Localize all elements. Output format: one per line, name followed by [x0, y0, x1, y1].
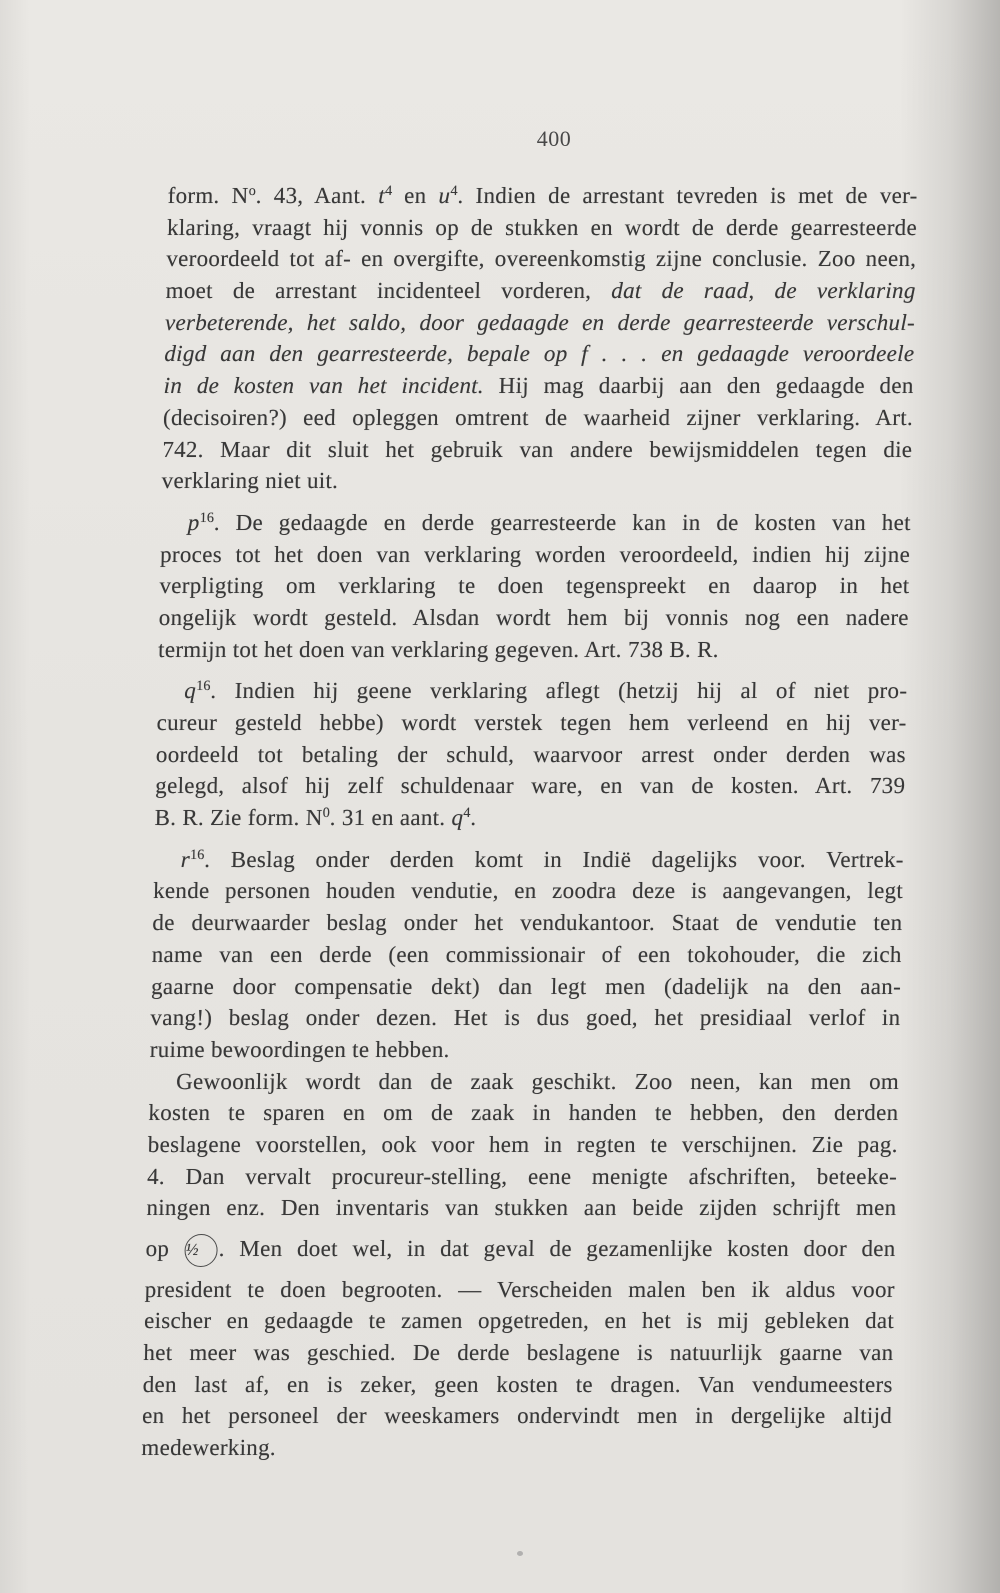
italic-run: q: [184, 678, 197, 704]
text-line: ningen enz. Den inventaris van stukken aan beide zijden schrijft men: [146, 1195, 897, 1221]
text-line: medewerking.: [141, 1434, 277, 1460]
text-line: 742. Maar dit sluit het gebruik van andere bewijsmiddelen tegen die: [162, 436, 913, 462]
text-line: vang!) beslag onder dezen. Het is dus goed, het presidiaal verlof in: [150, 1005, 901, 1031]
italic-run: r: [180, 846, 191, 872]
text-line: eischer en gedaagde te zamen opgetreden, en het is mij gebleken dat: [143, 1308, 895, 1334]
circled-mark: ½: [184, 1234, 218, 1267]
paragraph: [141, 1066, 899, 1464]
superscript: o: [248, 183, 256, 200]
text-line: [153, 844, 904, 876]
text-line: verpligting om verklaring te doen tegenspreekt en daarop in het: [159, 573, 910, 599]
paper-speck: [517, 1551, 523, 1556]
text-line: termijn tot het doen van verklaring gegeven. Art. 738 B. R.: [157, 636, 720, 662]
text-line: [145, 1224, 896, 1274]
page-number: 400: [536, 126, 572, 151]
superscript: 4: [384, 183, 393, 200]
text-run: en: [391, 183, 439, 208]
text-line: gaarne door compensatie dekt) dan legt men (dadelijk na den aan-: [150, 973, 902, 999]
text-line: ruime bewoordingen te hebben.: [149, 1036, 451, 1062]
italic-run: dat de raad, de verklaring: [611, 278, 916, 304]
text-line: het meer was geschied. De derde beslagene is natuurlijk gaarne van: [143, 1339, 894, 1365]
superscript: 16: [199, 510, 215, 527]
text-run: moet de arrestant incidenteel vorderen,: [165, 278, 612, 304]
text-line: oordeeld tot betaling der schuld, waarvoor arrest onder derden was: [155, 741, 907, 767]
superscript: 0: [322, 805, 331, 822]
superscript: 16: [196, 678, 211, 695]
text-line: kosten te sparen en om de zaak in handen te hebben, den derden: [148, 1100, 899, 1126]
text-run: . Men doet wel, in dat geval de gezamenlijke kosten door den: [218, 1236, 896, 1261]
text-line: [154, 802, 905, 834]
text-line: [167, 180, 918, 212]
italic-run: q: [451, 805, 464, 831]
text-line: Gewoonlijk wordt dan de zaak geschikt. Zoo neen, kan men om: [175, 1068, 900, 1094]
text-run: .: [470, 805, 477, 831]
superscript: 16: [189, 846, 205, 863]
text-line: (decisoiren?) eed opleggen omtrent de waarheid zijner verklaring. Art.: [162, 404, 914, 430]
superscript: 4: [463, 805, 471, 822]
text-line: digd aan den gearresteerde, bepale op f . . . en gedaagde veroordeele: [164, 341, 915, 367]
paragraph: [149, 844, 904, 1066]
text-line: beslagene voorstellen, ook voor hem in regten te verschijnen. Zie pag.: [147, 1131, 899, 1157]
text-line: klaring, vraagt hij vonnis op de stukken en wordt de derde gearresteerde: [166, 214, 918, 240]
italic-run: t: [378, 183, 386, 208]
text-line: [157, 675, 908, 707]
text-line: veroordeeld tot af- en overgifte, overeenkomstig zijne conclusie. Zoo neen,: [166, 246, 917, 272]
paragraph: [154, 675, 907, 833]
text-line: ongelijk wordt gesteld. Alsdan wordt hem bij vonnis nog een nadere: [158, 604, 910, 630]
text-run: . Indien de arrestant tevreden is met de ver-: [457, 183, 918, 208]
text-run: op: [145, 1236, 185, 1261]
paragraph: [161, 180, 918, 497]
text-line: proces tot het doen van verklaring worden veroordeeld, indien hij zijne: [159, 541, 911, 567]
text-run: form. N: [167, 183, 249, 208]
text-run: . Beslag onder derden komt in Indië dagelijks voor. Vertrek-: [204, 846, 905, 872]
paragraph: [158, 507, 911, 665]
text-line: verbeterende, het saldo, door gedaagde en derde gearresteerde verschul-: [164, 309, 916, 335]
italic-run: u: [438, 183, 451, 208]
text-line: name van een derde (een commissionair of een tokohouder, die zich: [151, 941, 903, 967]
text-run: Hij mag daarbij aan den gedaagde den: [483, 373, 914, 399]
text-line: [165, 275, 916, 307]
text-line: gelegd, alsof hij zelf schuldenaar ware, en van de kosten. Art. 739: [155, 773, 906, 799]
italic-run: p: [187, 509, 200, 535]
text-run: B. R. Zie form. N: [154, 805, 323, 831]
italic-run: in de kosten van het incident.: [163, 373, 485, 399]
text-line: 4. Dan vervalt procureur-stelling, eene menigte afschriften, beteeke-: [146, 1163, 898, 1189]
text-line: kende personen houden vendutie, en zoodra deze is aangevangen, legt: [152, 878, 904, 904]
text-run: . 31 en aant.: [329, 805, 452, 831]
text-line: [163, 370, 914, 402]
text-line: [160, 507, 911, 539]
text-run: . 43, Aant.: [255, 183, 379, 208]
superscript: 4: [450, 183, 458, 200]
text-run: . Indien hij geene verklaring aflegt (hetzij hij al of niet pro-: [210, 678, 908, 704]
text-run: . De gedaagde en derde gearresteerde kan in de kosten van het: [213, 509, 912, 535]
text-line: president te doen begrooten. — Verscheiden malen ben ik aldus voor: [144, 1276, 896, 1302]
text-line: cureur gesteld hebbe) wordt verstek tegen hem verleend en hij ver-: [156, 710, 907, 735]
text-line: verklaring niet uit.: [161, 468, 339, 494]
text-block: [141, 180, 918, 1464]
text-line: de deurwaarder beslag onder het vendukantoor. Staat de vendutie ten: [152, 910, 903, 936]
text-line: den last af, en is zeker, geen kosten te dragen. Van vendumeesters: [142, 1371, 894, 1397]
text-line: en het personeel der weeskamers ondervindt men in dergelijke altijd: [141, 1403, 893, 1429]
